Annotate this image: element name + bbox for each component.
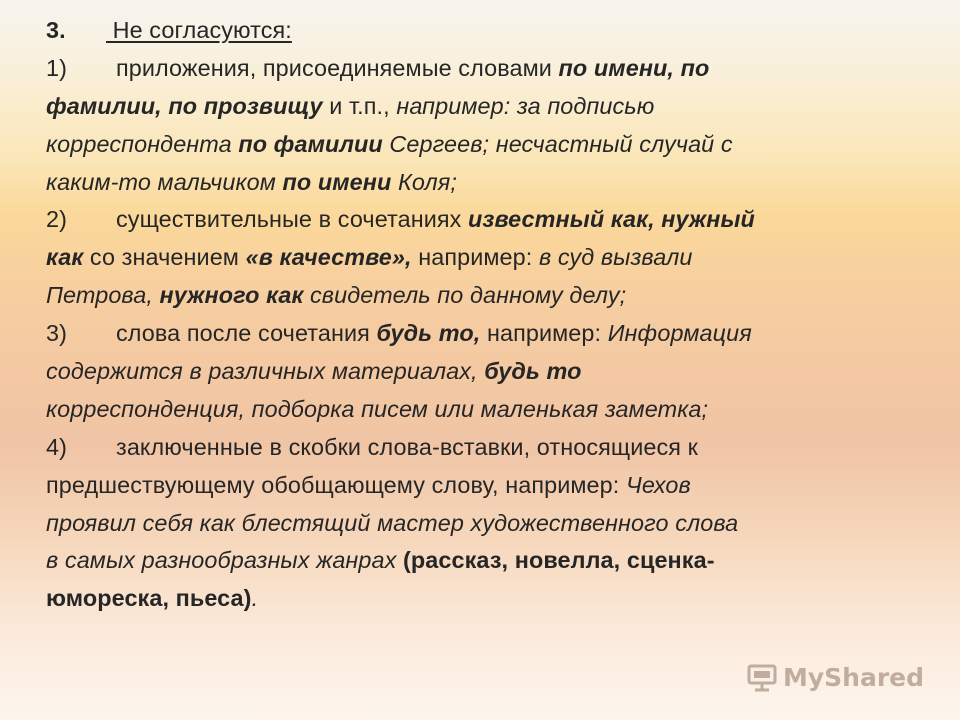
- text-segment: по имени, по: [558, 54, 710, 81]
- text-segment: существительные в сочетаниях: [116, 206, 469, 233]
- rule-line: [46, 353, 906, 391]
- text-segment: будь то,: [376, 320, 481, 347]
- rule-line: [46, 429, 906, 467]
- rule-item: [46, 429, 906, 618]
- text-segment: Чехов: [625, 471, 691, 498]
- rule-line: [46, 50, 906, 88]
- text-segment: фамилии, по прозвищу: [46, 92, 323, 119]
- rule-line: [46, 391, 906, 429]
- text-segment: корреспондента: [46, 130, 239, 157]
- text-segment: проявил себя как блестящий мастер художественного слова: [46, 509, 739, 536]
- text-segment: каким-то мальчиком: [46, 168, 283, 195]
- watermark: [747, 663, 924, 692]
- text-segment: известный как, нужный: [468, 206, 755, 233]
- text-segment: например:: [411, 244, 539, 271]
- text-segment: заключенные в скобки слова-вставки, относящиеся к: [116, 433, 699, 460]
- text-segment: приложения, присоединяемые словами: [116, 54, 559, 81]
- text-segment: корреспонденция, подборка писем или маленькая заметка;: [46, 395, 709, 422]
- text-segment: (рассказ, новелла, сценка-: [403, 547, 715, 574]
- text-segment: предшествующему обобщающему слову, например:: [46, 471, 626, 498]
- text-segment: например:: [480, 320, 608, 347]
- text-segment: со значением: [83, 244, 246, 271]
- section-title: Не согласуются:: [106, 17, 292, 43]
- item-number: 4): [46, 433, 67, 460]
- text-segment: Петрова,: [46, 282, 160, 309]
- text-segment: свидетель по данному делу;: [303, 282, 627, 309]
- projector-screen-icon: [747, 664, 777, 692]
- text-segment: по фамилии: [238, 130, 383, 157]
- text-segment: как: [46, 244, 84, 271]
- text-segment: Сергеев; несчастный случай с: [382, 130, 733, 157]
- rule-line: [46, 542, 906, 580]
- rule-line: [46, 88, 906, 126]
- text-segment: нужного как: [159, 282, 304, 309]
- text-segment: и т.п.,: [322, 92, 397, 119]
- text-segment: .: [251, 585, 259, 612]
- rule-line: [46, 126, 906, 164]
- rule-line: [46, 505, 906, 543]
- item-number: 3): [46, 320, 67, 347]
- slide-content: [46, 12, 906, 618]
- text-segment: по имени: [282, 168, 392, 195]
- rule-line: [46, 277, 906, 315]
- text-segment: содержится в различных материалах,: [46, 358, 485, 385]
- rule-line: [46, 239, 906, 277]
- rule-item: [46, 201, 906, 315]
- text-segment: Коля;: [391, 168, 457, 195]
- text-segment: в самых разнообразных жанрах: [46, 547, 404, 574]
- text-segment: например: за подписью: [396, 92, 655, 119]
- item-number: 1): [46, 54, 67, 81]
- rule-line: [46, 467, 906, 505]
- text-segment: слова после сочетания: [116, 320, 377, 347]
- text-segment: «в качестве»,: [245, 244, 412, 271]
- rule-item: [46, 315, 906, 429]
- rule-item: [46, 50, 906, 202]
- rule-line: [46, 580, 906, 618]
- section-heading: [46, 12, 906, 50]
- text-segment: в суд вызвали: [538, 244, 693, 271]
- text-segment: Информация: [607, 320, 752, 347]
- section-number: 3.: [46, 17, 66, 43]
- text-segment: будь то: [484, 358, 582, 385]
- rule-line: [46, 201, 906, 239]
- rule-line: [46, 164, 906, 202]
- rule-line: [46, 315, 906, 353]
- item-number: 2): [46, 206, 67, 233]
- watermark-text: MyShared: [782, 663, 924, 692]
- text-segment: юмореска, пьеса): [46, 585, 252, 612]
- rule-list: [46, 50, 906, 618]
